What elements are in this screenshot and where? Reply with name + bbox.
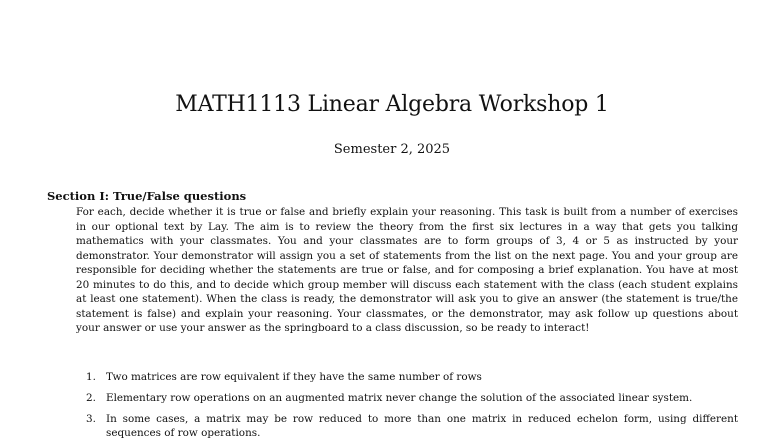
list-item-number: 1. bbox=[86, 371, 96, 383]
instructions-text: For each, decide whether it is true or false and briefly explain your reasoning. This task is built from a number of exercises in our optional text by Lay. The aim is to review the theory from the first six lectures in a way that gets you talking mathematics with your classmates. You and your classmates are to form groups of 3, 4 or 5 as instructed by your demonstrator. Your demonstrator will assign you a set of statements from the list on the next page. You and your group are responsible for deciding whether the statements are true or false, and for composing a brief explanation. You have at most 20 minutes to do this, and to decide which group member will discuss each statement with the class (each student explains at least one statement). When the class is ready, the demonstrator will ask you to give an answer (the statement is true/the statement is false) and explain your reasoning. Your classmates, or the demonstrator, may ask follow up questions about your answer or use your answer as the springboard to a class discussion, so be ready to interact! bbox=[76, 206, 738, 334]
document-title: MATH1113 Linear Algebra Workshop 1 bbox=[175, 92, 609, 117]
instructions-paragraph bbox=[76, 205, 738, 336]
list-item bbox=[76, 370, 738, 384]
section-heading: Section I: True/False questions bbox=[47, 189, 247, 203]
list-item bbox=[76, 412, 738, 440]
list-item-number: 2. bbox=[86, 392, 96, 404]
list-item-number: 3. bbox=[86, 413, 96, 425]
list-item-text: Elementary row operations on an augmented matrix never change the solution of the associated linear system. bbox=[106, 392, 693, 404]
statement-list bbox=[76, 370, 738, 447]
list-item-text: Two matrices are row equivalent if they have the same number of rows bbox=[106, 371, 482, 383]
list-item bbox=[76, 391, 738, 405]
document-subtitle: Semester 2, 2025 bbox=[333, 142, 451, 157]
list-item-text: In some cases, a matrix may be row reduced to more than one matrix in reduced echelon form, using different sequences of row operations. bbox=[106, 413, 738, 439]
